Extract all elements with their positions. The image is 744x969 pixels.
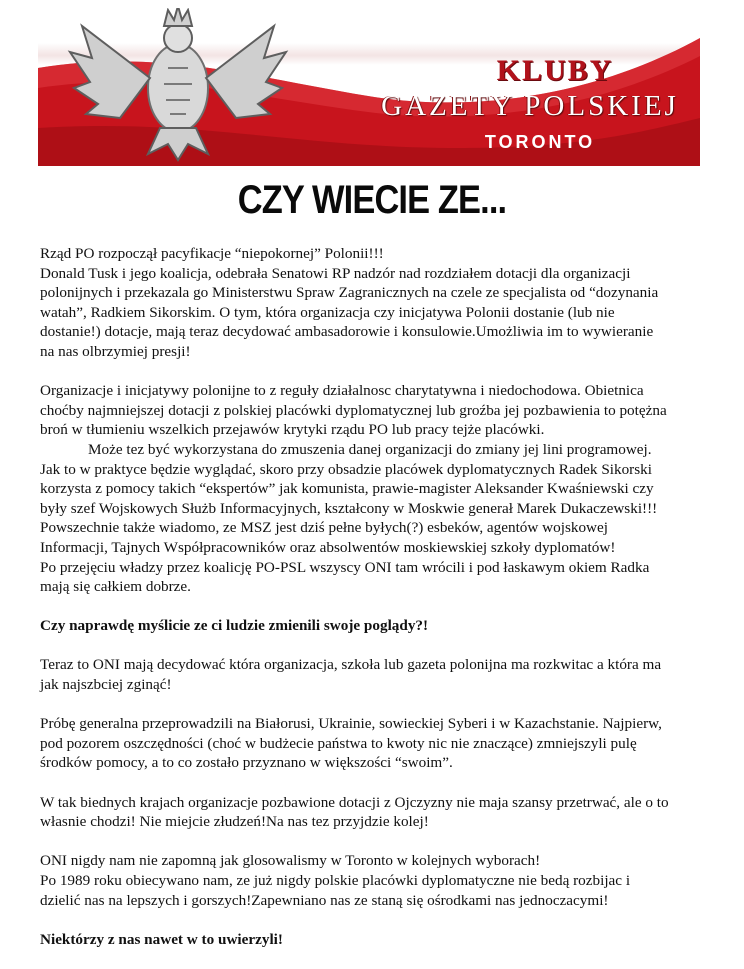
text-line: dzielić nas na lepszych i gorszych!Zapewniano nas ze staną się ośrodkami nas jednoczacymi! [40,891,609,909]
text-line: na nas olbrzymiej presji! [40,342,191,360]
paragraph-2 [40,381,712,597]
paragraph-3 [40,616,712,636]
text-line: Po 1989 roku obiecywano nam, ze już nigdy polskie placówki dyplomatyczne nie bedą rozbijac i [40,872,631,889]
text-line: broń w tłumieniu wszelkich przejawów krytyki rządu PO lub pracy tejże placówki. [40,421,545,439]
text-line: ONI nigdy nam nie zapomną jak glosowalismy w Toronto w kolejnych wyborach! [40,852,541,870]
text-line: środków pomocy, a to co zostało przyznano w większości “swoim”. [40,754,453,772]
text-line: jak najszbciej zginąć! [40,676,172,694]
text-line: mają się całkiem dobrze. [40,578,191,596]
paragraph-6 [40,793,712,832]
paragraph-4 [40,655,712,694]
banner-name: GAZETY POLSKIEJ [381,90,679,122]
paragraph-1 [40,244,712,362]
page-headline: CZY WIECIE ZE... [237,178,507,222]
text-line: Teraz to ONI mają decydować która organizacja, szkoła lub gazeta polonijna ma rozkwitac a która ma [40,656,662,674]
text-line: dostanie!) dotacje, mają teraz decydować ambasadorowie i konsulowie.Umożliwia im to wywieranie [40,323,654,341]
text-line: Donald Tusk i jego koalicja, odebrała Senatowi RP nadzór nad rozdziałem dotacji dla organizacji [40,264,631,282]
text-line: Po przejęciu władzy przez koalicję PO-PSL wszyscy ONI tam wrócili i pod łaskawym okiem Radka [40,558,650,576]
paragraph-8 [40,930,712,950]
text-line: własnie chodzi! Nie miejcie złudzeń!Na nas tez przyjdzie kolej! [40,813,429,831]
header-banner [38,8,700,166]
paragraph-5 [40,714,712,773]
text-line: watah”, Radkiem Sikorskim. O tym, która organizacja czy inicjatywa Polonii dostanie (lub nie [40,303,615,321]
text-line: Organizacje i inicjatywy polonijne to z reguły działalnosc charytatywna i niedochodowa. Obietnica [40,382,644,400]
text-line: Może tez być wykorzystana do zmuszenia danej organizacji do zmiany jej lini programowej. [88,440,652,458]
text-line: Niektórzy z nas nawet w to uwierzyli! [40,930,283,948]
text-line: choćby najmniejszej dotacji z polskiej placówki dyplomatycznej lub groźba jej pozbawienia to potężna [40,401,667,419]
text-line: W tak biednych krajach organizacje pozbawione dotacji z Ojczyzny nie maja szansy przetrwać, ale o to [40,793,669,811]
article-body [40,244,712,969]
banner-city: TORONTO [484,132,596,152]
text-line: były szef Wojskowych Służb Informacyjnych, kształcony w Moskwie generał Marek Dukaczewski!!! [40,499,658,517]
text-line: korzysta z pomocy takich “ekspertów” jak komunista, prawie-magister Aleksander Kwaśniewski czy [40,480,654,498]
text-line: Próbę generalna przeprowadzili na Białorusi, Ukrainie, sowieckiej Syberi i w Kazachstanie. Najpierw, [40,715,662,733]
text-line: Powszechnie także wiadomo, ze MSZ jest dziś pełne byłych(?) esbeków, agentów wojskowej [40,519,608,537]
text-line: Czy naprawdę myślicie ze ci ludzie zmienili swoje poglądy?! [40,617,429,635]
text-line: Rząd PO rozpoczął pacyfikacje “niepokornej” Polonii!!! [40,245,384,262]
paragraph-7 [40,851,712,910]
text-line: Informacji, Tajnych Współpracowników oraz absolwentów moskiewskiej szkoły dyplomatów! [40,538,616,556]
text-line: pod pozorem oszczędności (choć w budżecie państwa to kwoty nic nie znaczące) zmniejszyli pulę [40,734,637,752]
banner-title: KLUBY [496,54,614,87]
text-line: Jak to w praktyce będzie wyglądać, skoro przy obsadzie placówek dyplomatycznych Radek Sikorski [40,460,652,478]
text-line: polonijnych i przekazala go Ministerstwu Spraw Zagranicznych na czele ze specjalista od “dozynania [40,284,659,302]
